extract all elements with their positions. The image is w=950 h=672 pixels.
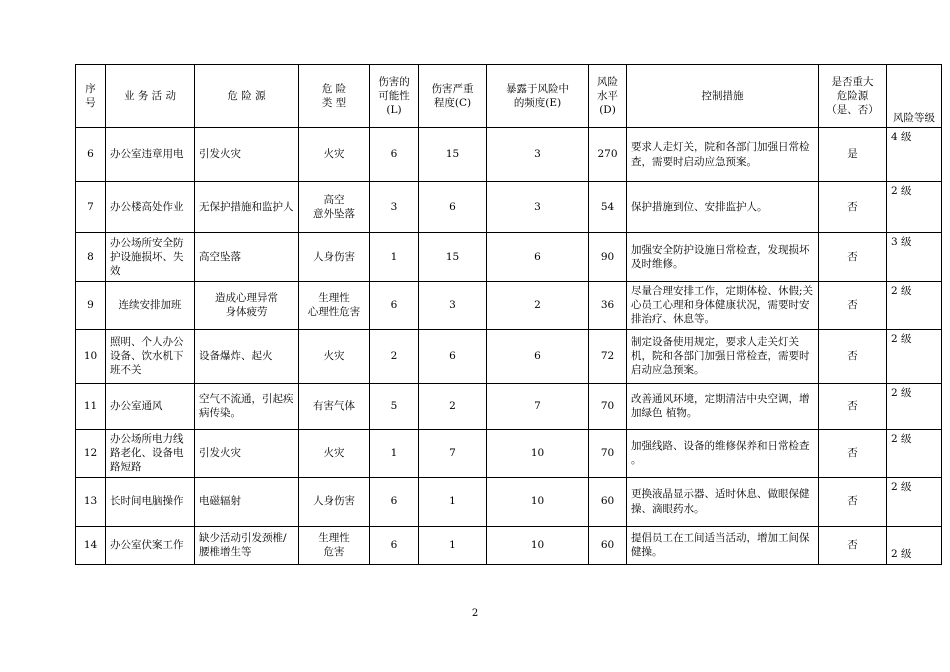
cell-seq: 12 [76,429,106,477]
header-exposure: 暴露于风险中 的频度(E) [487,65,589,128]
cell-hazard: 无保护措施和监护人 [195,182,299,233]
cell-major-hazard: 否 [819,182,887,233]
cell-exposure: 3 [487,182,589,233]
cell-control: 改善通风环境，定期清洁中央空调，增加绿色 植物。 [627,383,819,429]
cell-likelihood: 1 [370,429,419,477]
cell-likelihood: 1 [370,233,419,282]
cell-hazard-type: 高空 意外坠落 [299,182,370,233]
cell-major-hazard: 否 [819,477,887,526]
cell-control: 加强安全防护设施日常检查，发现损坏及时维修。 [627,233,819,282]
cell-seq: 11 [76,383,106,429]
cell-hazard: 设备爆炸、起火 [195,329,299,383]
table-row [76,477,942,526]
cell-risk-level: 3 级 [887,233,942,282]
cell-major-hazard: 否 [819,233,887,282]
cell-risk-value: 54 [589,182,627,233]
cell-activity: 办公室伏案工作 [106,526,195,564]
cell-hazard-type: 火灾 [299,128,370,182]
cell-control: 提倡员工在工间适当活动，增加工间保健操。 [627,526,819,564]
cell-likelihood: 6 [370,526,419,564]
page-number: 2 [471,608,479,619]
header-risk-value: 风险 水平 (D) [589,65,627,128]
cell-risk-value: 60 [589,526,627,564]
cell-risk-value: 70 [589,429,627,477]
cell-risk-value: 90 [589,233,627,282]
cell-activity: 办公室通风 [106,383,195,429]
table-row [76,526,942,564]
header-risk-level: 风险等级 [887,65,942,128]
header-seq: 序 号 [76,65,106,128]
cell-seq: 13 [76,477,106,526]
cell-likelihood: 6 [370,282,419,330]
cell-severity: 2 [419,383,487,429]
cell-severity: 3 [419,282,487,330]
cell-control: 尽量合理安排工作，定期体检、休假;关心员工心理和身体健康状况，需要时安排治疗、休息等。 [627,282,819,330]
cell-major-hazard: 否 [819,329,887,383]
cell-severity: 15 [419,128,487,182]
cell-exposure: 6 [487,233,589,282]
cell-major-hazard: 否 [819,526,887,564]
cell-severity: 7 [419,429,487,477]
cell-activity: 办公楼高处作业 [106,182,195,233]
cell-hazard: 高空坠落 [195,233,299,282]
cell-seq: 7 [76,182,106,233]
cell-activity: 长时间电脑操作 [106,477,195,526]
cell-risk-level: 2 级 [887,383,942,429]
cell-risk-level: 2 级 [887,429,942,477]
cell-control: 保护措施到位、安排监护人。 [627,182,819,233]
cell-risk-level: 2 级 [887,477,942,526]
table-row [76,329,942,383]
cell-major-hazard: 是 [819,128,887,182]
header-major-hazard: 是否重大 危险源 （是、否） [819,65,887,128]
cell-likelihood: 2 [370,329,419,383]
cell-severity: 1 [419,526,487,564]
cell-control: 制定设备使用规定，要求人走关灯关机，院和各部门加强日常检查，需要时启动应急预案。 [627,329,819,383]
table-row [76,383,942,429]
cell-hazard: 引发火灾 [195,128,299,182]
cell-activity: 办公场所电力线路老化、设备电路短路 [106,429,195,477]
table-header-row [76,65,942,128]
header-likelihood: 伤害的 可能性 (L) [370,65,419,128]
cell-likelihood: 6 [370,128,419,182]
cell-hazard-type: 生理性 危害 [299,526,370,564]
table-row [76,282,942,330]
cell-major-hazard: 否 [819,383,887,429]
cell-hazard-type: 火灾 [299,329,370,383]
cell-risk-value: 36 [589,282,627,330]
header-severity: 伤害严重 程度(C) [419,65,487,128]
cell-exposure: 6 [487,329,589,383]
table-row [76,429,942,477]
cell-exposure: 10 [487,477,589,526]
cell-hazard: 缺少活动引发颈椎/腰椎增生等 [195,526,299,564]
cell-seq: 10 [76,329,106,383]
cell-control: 更换液晶显示器、适时休息、做眼保健操、滴眼药水。 [627,477,819,526]
cell-major-hazard: 否 [819,282,887,330]
cell-exposure: 2 [487,282,589,330]
header-hazard: 危 险 源 [195,65,299,128]
cell-hazard: 电磁辐射 [195,477,299,526]
risk-assessment-table [75,64,942,565]
cell-hazard: 空气不流通，引起疾病传染。 [195,383,299,429]
cell-likelihood: 6 [370,477,419,526]
cell-severity: 6 [419,329,487,383]
cell-activity: 办公场所安全防护设施损坏、失效 [106,233,195,282]
cell-likelihood: 5 [370,383,419,429]
cell-exposure: 7 [487,383,589,429]
cell-risk-level: 4 级 [887,128,942,182]
cell-risk-level: 2 级 [887,526,942,564]
cell-seq: 8 [76,233,106,282]
cell-hazard: 造成心理异常 身体疲劳 [195,282,299,330]
cell-exposure: 10 [487,526,589,564]
cell-hazard-type: 有害气体 [299,383,370,429]
cell-control: 要求人走灯关，院和各部门加强日常检查，需要时启动应急预案。 [627,128,819,182]
cell-severity: 1 [419,477,487,526]
cell-risk-level: 2 级 [887,182,942,233]
cell-exposure: 10 [487,429,589,477]
header-hazard-type: 危 险 类 型 [299,65,370,128]
cell-seq: 6 [76,128,106,182]
table-row [76,233,942,282]
cell-hazard-type: 生理性 心理性危害 [299,282,370,330]
cell-activity: 照明、个人办公设备、饮水机下班不关 [106,329,195,383]
cell-risk-value: 72 [589,329,627,383]
cell-severity: 15 [419,233,487,282]
cell-activity: 办公室违章用电 [106,128,195,182]
table-row [76,182,942,233]
cell-seq: 14 [76,526,106,564]
cell-risk-value: 270 [589,128,627,182]
cell-risk-level: 2 级 [887,282,942,330]
cell-activity: 连续安排加班 [106,282,195,330]
cell-hazard-type: 人身伤害 [299,477,370,526]
cell-hazard: 引发火灾 [195,429,299,477]
header-activity: 业 务 活 动 [106,65,195,128]
cell-severity: 6 [419,182,487,233]
cell-hazard-type: 人身伤害 [299,233,370,282]
cell-risk-value: 60 [589,477,627,526]
table-row [76,128,942,182]
cell-seq: 9 [76,282,106,330]
cell-exposure: 3 [487,128,589,182]
cell-control: 加强线路、设备的维修保养和日常检查 。 [627,429,819,477]
cell-likelihood: 3 [370,182,419,233]
cell-risk-value: 70 [589,383,627,429]
cell-hazard-type: 火灾 [299,429,370,477]
cell-major-hazard: 否 [819,429,887,477]
header-control: 控制措施 [627,65,819,128]
cell-risk-level: 2 级 [887,329,942,383]
